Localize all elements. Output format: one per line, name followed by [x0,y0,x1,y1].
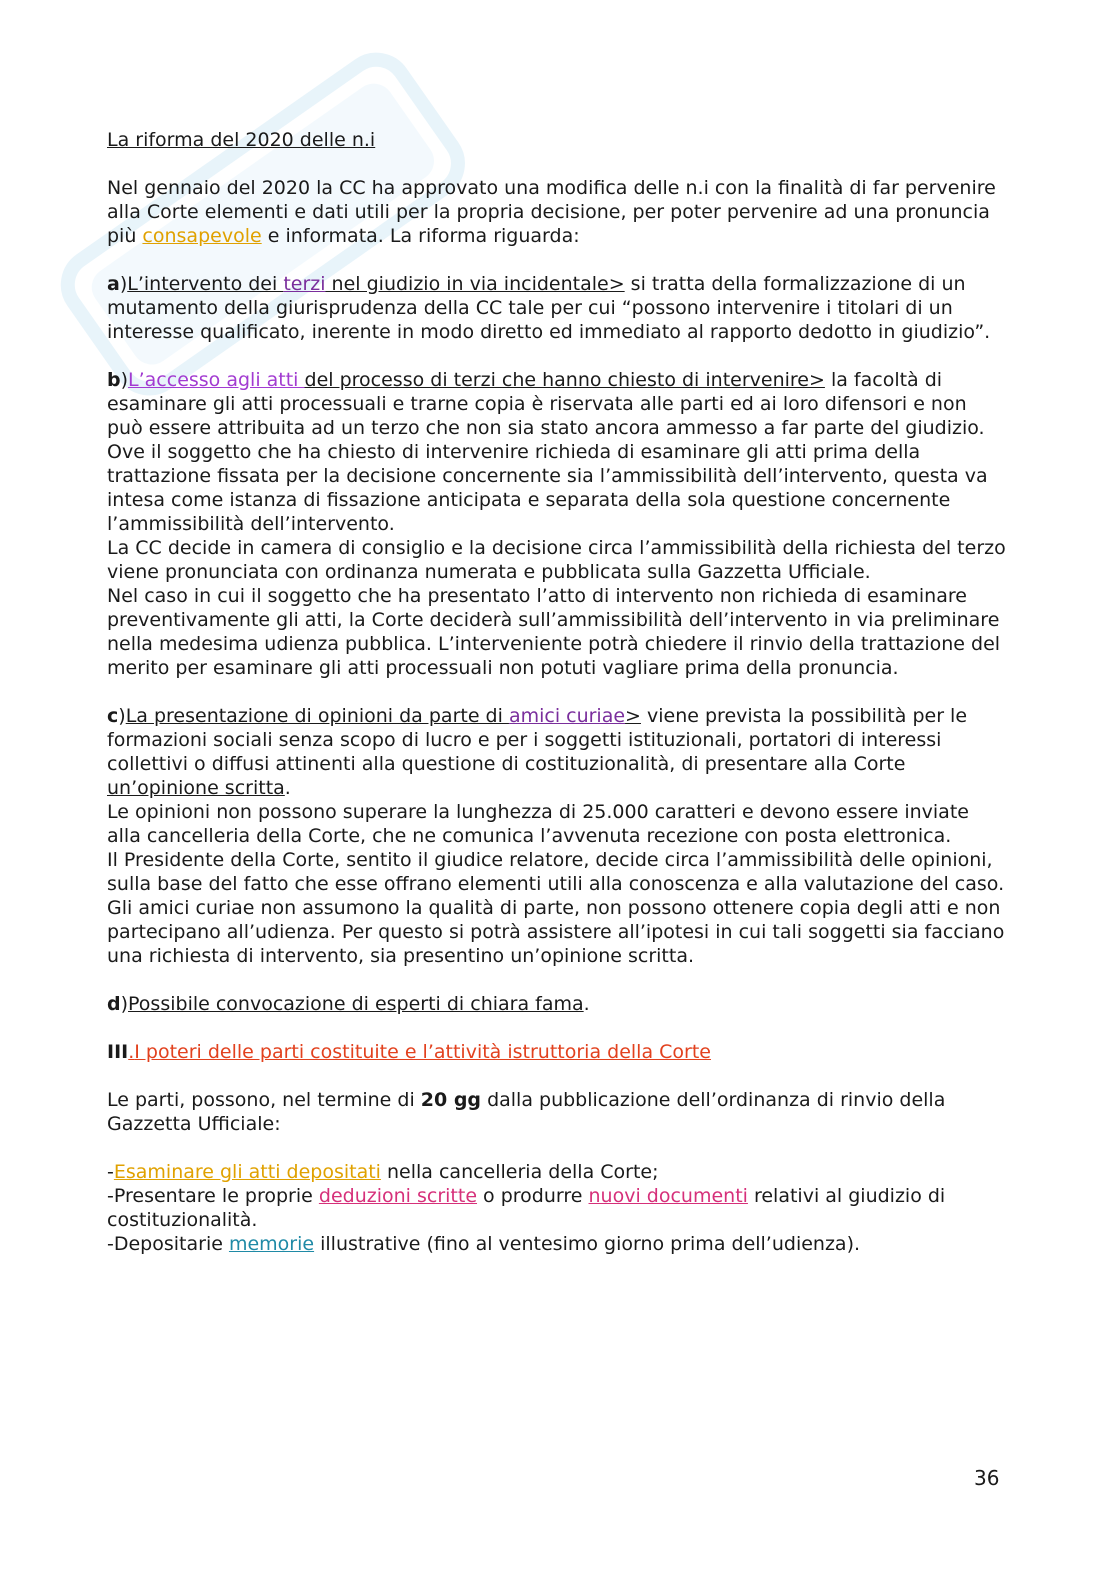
section-title: La riforma del 2020 delle n.i [107,129,376,151]
page-number: 36 [974,1466,1000,1490]
highlight-accesso-atti: L’accesso agli atti [128,369,305,391]
point-c-paragraph-4: Gli amici curiae non assumono la qualità di parte, non possono ottenere copia degli atti e non partecipano all’udienza. Per questo si potrà assistere all’ipotesi in cui tali soggetti sia facciano una richiesta di intervento, sia presentino un’opinione scritta. [107,897,1005,967]
point-c-paragraph-3: Il Presidente della Corte, sentito il giudice relatore, decide circa l’ammissibilità delle opinioni, sulla base del fatto che esse offrano elementi utili alla conoscenza e alla valutazione del caso. [107,849,1005,895]
list-item: -Presentare le proprie deduzioni scritte o produrre nuovi documenti relativi al giudizio di costituzionalità. [107,1185,946,1231]
point-c-paragraph-2: Le opinioni non possono superare la lunghezza di 25.000 caratteri e devono essere inviate alla cancelleria della Corte, che ne comunica l’avvenuta recezione con posta elettronica. [107,801,969,847]
list-item: -Esaminare gli atti depositati nella cancelleria della Corte; [107,1161,659,1183]
highlight-deduzioni-scritte: deduzioni scritte [318,1185,478,1207]
highlight-amici-curiae: amici curiae [508,705,626,727]
document-body [107,128,1007,1256]
highlight-terzi: terzi [283,273,326,295]
point-d: d)Possibile convocazione di esperti di chiara fama. [107,993,590,1015]
point-c: c)La presentazione di opinioni da parte di amici curiae> viene prevista la possibilità per le formazioni sociali senza scopo di lucro e per i soggetti istituzionali, portatori di interessi collettivi o diffusi attinenti alla questione di costituzionalità, di presentare alla Corte un’opinione scritta. [107,705,968,799]
point-b-paragraph-4: Nel caso in cui il soggetto che ha presentato l’atto di intervento non richieda di esaminare preventivamente gli atti, la Corte deciderà sull’ammissibilità dell’intervento in via preliminare nella medesima udienza pubblica. L’interveniente potrà chiedere il rinvio della trattazione del merito per esaminare gli atti processuali non potuti vagliare prima della pronuncia. [107,585,1001,679]
point-a: a)L’intervento dei terzi nel giudizio in via incidentale> si tratta della formalizzazione di un mutamento della giurisprudenza della CC tale per cui “possono intervenire i titolari di un interesse qualificato, inerente in modo diretto ed immediato al rapporto dedotto in giudizio”. [107,273,991,343]
parti-paragraph: Le parti, possono, nel termine di 20 gg dalla pubblicazione dell’ordinanza di rinvio della Gazzetta Ufficiale: [107,1089,946,1135]
highlight-esaminare-atti: Esaminare gli atti depositati [113,1161,381,1183]
section-3-heading: III.I poteri delle parti costituite e l’attività istruttoria della Corte [107,1041,711,1063]
point-b-paragraph-2: Ove il soggetto che ha chiesto di intervenire richieda di esaminare gli atti prima della trattazione fissata per la decisione concernente sia l’ammissibilità dell’intervento, questa va intesa come istanza di fissazione anticipata e separata della sola questione concernente l’ammissibilità dell’intervento. [107,441,988,535]
point-b-paragraph-3: La CC decide in camera di consiglio e la decisione circa l’ammissibilità della richiesta del terzo viene pronunciata con ordinanza numerata e pubblicata sulla Gazzetta Ufficiale. [107,537,1006,583]
highlight-memorie: memorie [228,1233,315,1255]
point-b: b)L’accesso agli atti del processo di terzi che hanno chiesto di intervenire> la facoltà di esaminare gli atti processuali e trarne copia è riservata alle parti ed ai loro difensori e non può essere attribuita ad un terzo che non sia stato ancora ammesso a far parte del giudizio. [107,369,985,439]
highlight-consapevole: consapevole [142,225,262,247]
intro-paragraph: Nel gennaio del 2020 la CC ha approvato una modifica delle n.i con la finalità di far pervenire alla Corte elementi e dati utili per la propria decisione, per poter pervenire ad una pronuncia più consapevole e informata. La riforma riguarda: [107,177,996,247]
highlight-nuovi-documenti: nuovi documenti [588,1185,748,1207]
list-item: -Depositarie memorie illustrative (fino al ventesimo giorno prima dell’udienza). [107,1233,861,1255]
